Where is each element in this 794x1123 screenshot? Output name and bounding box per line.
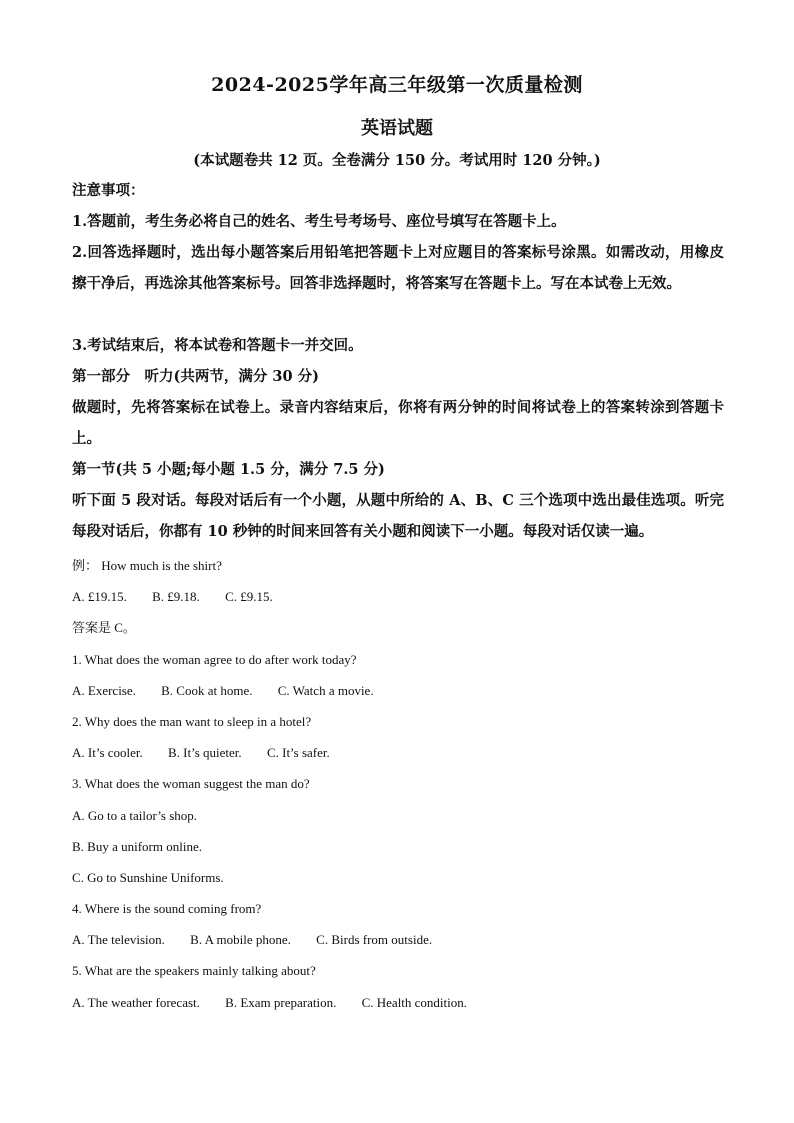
question-4-option-a: A. The television. (72, 932, 165, 947)
question-5-option-b: B. Exam preparation. (225, 995, 337, 1010)
example-option-c: C. £9.15. (225, 589, 273, 604)
exam-title: 2024-2025学年高三年级第一次质量检测 (211, 74, 583, 96)
question-1-option-c: C. Watch a movie. (277, 683, 374, 698)
question-2-options (72, 745, 330, 760)
question-5-option-c: C. Health condition. (361, 995, 468, 1010)
example-question: 例： How much is the shirt? (72, 558, 222, 573)
example-option-a: A. £19.15. (72, 589, 127, 604)
part1-instruction: 做题时，先将答案标在试卷上。录音内容结束后，你将有两分钟的时间将试卷上的答案转涂到答题卡上。 (72, 399, 724, 447)
example-options (72, 589, 273, 604)
question-2-option-a: A. It’s cooler. (72, 745, 143, 760)
example-answer: 答案是 C。 (72, 620, 136, 635)
section1-instruction: 听下面 5 段对话。每段对话后有一个小题，从题中所给的 A、B、C 三个选项中选出最佳选项。听完每段对话后，你都有 10 秒钟的时间来回答有关小题和阅读下一小题。每段对话仅读一遍。 (72, 492, 724, 540)
question-2-option-c: C. It’s safer. (266, 745, 330, 760)
example-option-b: B. £9.18. (152, 589, 200, 604)
question-1-option-a: A. Exercise. (72, 683, 136, 698)
note-item-2: 2.回答选择题时，选出每小题答案后用铅笔把答题卡上对应题目的答案标号涂黑。如需改动，用橡皮擦干净后，再选涂其他答案标号。回答非选择题时，将答案写在答题卡上。写在本试卷上无效。 (72, 244, 724, 292)
question-2-option-b: B. It’s quieter. (168, 745, 242, 760)
notes-heading: 注意事项： (72, 182, 145, 199)
question-3-option-a: A. Go to a tailor’s shop. (72, 808, 198, 823)
question-1-options (72, 683, 374, 698)
note-item-1: 1.答题前，考生务必将自己的姓名、考生号考场号、座位号填写在答题卡上。 (72, 213, 566, 230)
exam-info: (本试题卷共 12 页。全卷满分 150 分。考试用时 120 分钟。) (193, 152, 601, 169)
question-4-options (72, 932, 432, 947)
question-1: 1. What does the woman agree to do after work today? (72, 652, 357, 667)
question-2: 2. Why does the man want to sleep in a hotel? (72, 714, 312, 729)
question-5-options (72, 995, 467, 1010)
question-1-option-b: B. Cook at home. (161, 683, 253, 698)
question-5-option-a: A. The weather forecast. (72, 995, 200, 1010)
part1-heading: 第一部分 听力(共两节，满分 30 分) (72, 368, 319, 385)
question-3-option-c: C. Go to Sunshine Uniforms. (72, 870, 224, 885)
subject-title: 英语试题 (361, 118, 433, 139)
question-3-option-b: B. Buy a uniform online. (72, 839, 202, 854)
section1-heading: 第一节(共 5 小题;每小题 1.5 分，满分 7.5 分) (72, 461, 385, 478)
note-item-3: 3.考试结束后，将本试卷和答题卡一并交回。 (72, 337, 363, 354)
question-3: 3. What does the woman suggest the man do? (72, 776, 310, 791)
question-5: 5. What are the speakers mainly talking about? (72, 963, 316, 978)
question-4-option-c: C. Birds from outside. (316, 932, 433, 947)
question-4: 4. Where is the sound coming from? (72, 901, 262, 916)
question-4-option-b: B. A mobile phone. (190, 932, 291, 947)
